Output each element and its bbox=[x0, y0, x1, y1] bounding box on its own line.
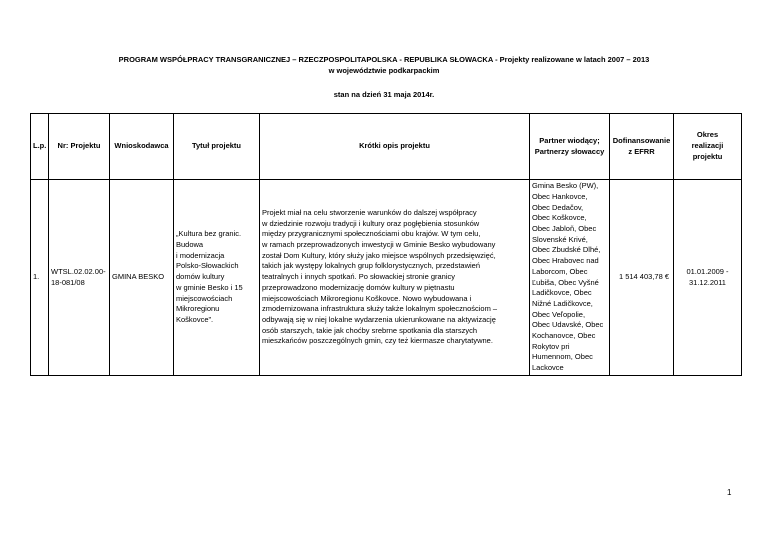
column-header-tytul-projektu: Tytuł projektu bbox=[174, 114, 260, 180]
cell-tytul-projektu: „Kultura bez granic. Budowa i modernizacja Polsko-Słowackich domów kultury w gminie Besko i 15 miejscowościach Mikroregionu Koškovce”. bbox=[174, 180, 260, 376]
document-subtitle: w województwie podkarpackim bbox=[328, 66, 440, 75]
column-header-dofinansowanie: Dofinansowanie z EFRR bbox=[610, 114, 674, 180]
projects-table bbox=[30, 113, 742, 376]
column-header-okres-realizacji: Okres realizacji projektu bbox=[674, 114, 742, 180]
cell-nr-projektu: WTSL.02.02.00- 18-081/08 bbox=[49, 180, 110, 376]
cell-partnerzy: Gmina Besko (PW), Obec Hankovce, Obec Dedačov, Obec Koškovce, Obec Jabloň, Obec Slovenské Krivé, Obec Zbudské Dlhé, Obec Hrabovec nad Laborcom, Obec Ľubiša, Obec Vyšné Ladičkovce, Obec Nižné Ladičkovce, Obec Veľopolie, Obec Udavské, Obec Kochanovce, Obec Rokytov pri Humennom, Obec Lackovce bbox=[530, 180, 610, 376]
status-date: stan na dzień 31 maja 2014r. bbox=[333, 90, 435, 99]
document-title: PROGRAM WSPÓŁPRACY TRANSGRANICZNEJ – RZECZPOSPOLITAPOLSKA - REPUBLIKA SŁOWACKA - Projekty realizowane w latach 2007 – 2013 bbox=[118, 55, 650, 64]
page-number: 1 bbox=[727, 488, 732, 497]
cell-dofinansowanie: 1 514 403,78 € bbox=[610, 180, 674, 376]
column-header-wnioskodawca: Wnioskodawca bbox=[110, 114, 174, 180]
column-header-opis-projektu: Krótki opis projektu bbox=[260, 114, 530, 180]
cell-wnioskodawca: GMINA BESKO bbox=[110, 180, 174, 376]
table-row bbox=[31, 180, 742, 376]
column-header-partnerzy: Partner wiodący; Partnerzy słowaccy bbox=[530, 114, 610, 180]
column-header-lp: L.p. bbox=[31, 114, 49, 180]
cell-lp: 1. bbox=[31, 180, 49, 376]
cell-okres-realizacji: 01.01.2009 - 31.12.2011 bbox=[674, 180, 742, 376]
table-header-row bbox=[31, 114, 742, 180]
column-header-nr-projektu: Nr: Projektu bbox=[49, 114, 110, 180]
cell-opis-projektu: Projekt miał na celu stworzenie warunków do dalszej współpracy w dziedzinie rozwoju tradycji i kultury oraz pogłębienia stosunków między przygranicznymi społecznościami obu krajów. W tym celu, w ramach przeprowadzonych inwestycji w Gminie Besko wybudowany został Dom Kultury, który służy jako miejsce wspólnych przedsięwzięć, takich jak występy lokalnych grup folklorystycznych, przedstawień teatralnych i innych spotkań. Po słowackiej stronie granicy przeprowadzono modernizację domów kultury w piętnastu miejscowościach Mikroregionu Koškovce. Nowo wybudowana i zmodernizowana infrastruktura służy także lokalnym społecznościom – odbywają się w niej lokalne wydarzenia ukierunkowane na aktywizację osób starszych, takie jak choćby srebrne spotkania dla starszych mieszkańców poszczególnych gmin, czy też kiermasze charytatywne. bbox=[260, 180, 530, 376]
